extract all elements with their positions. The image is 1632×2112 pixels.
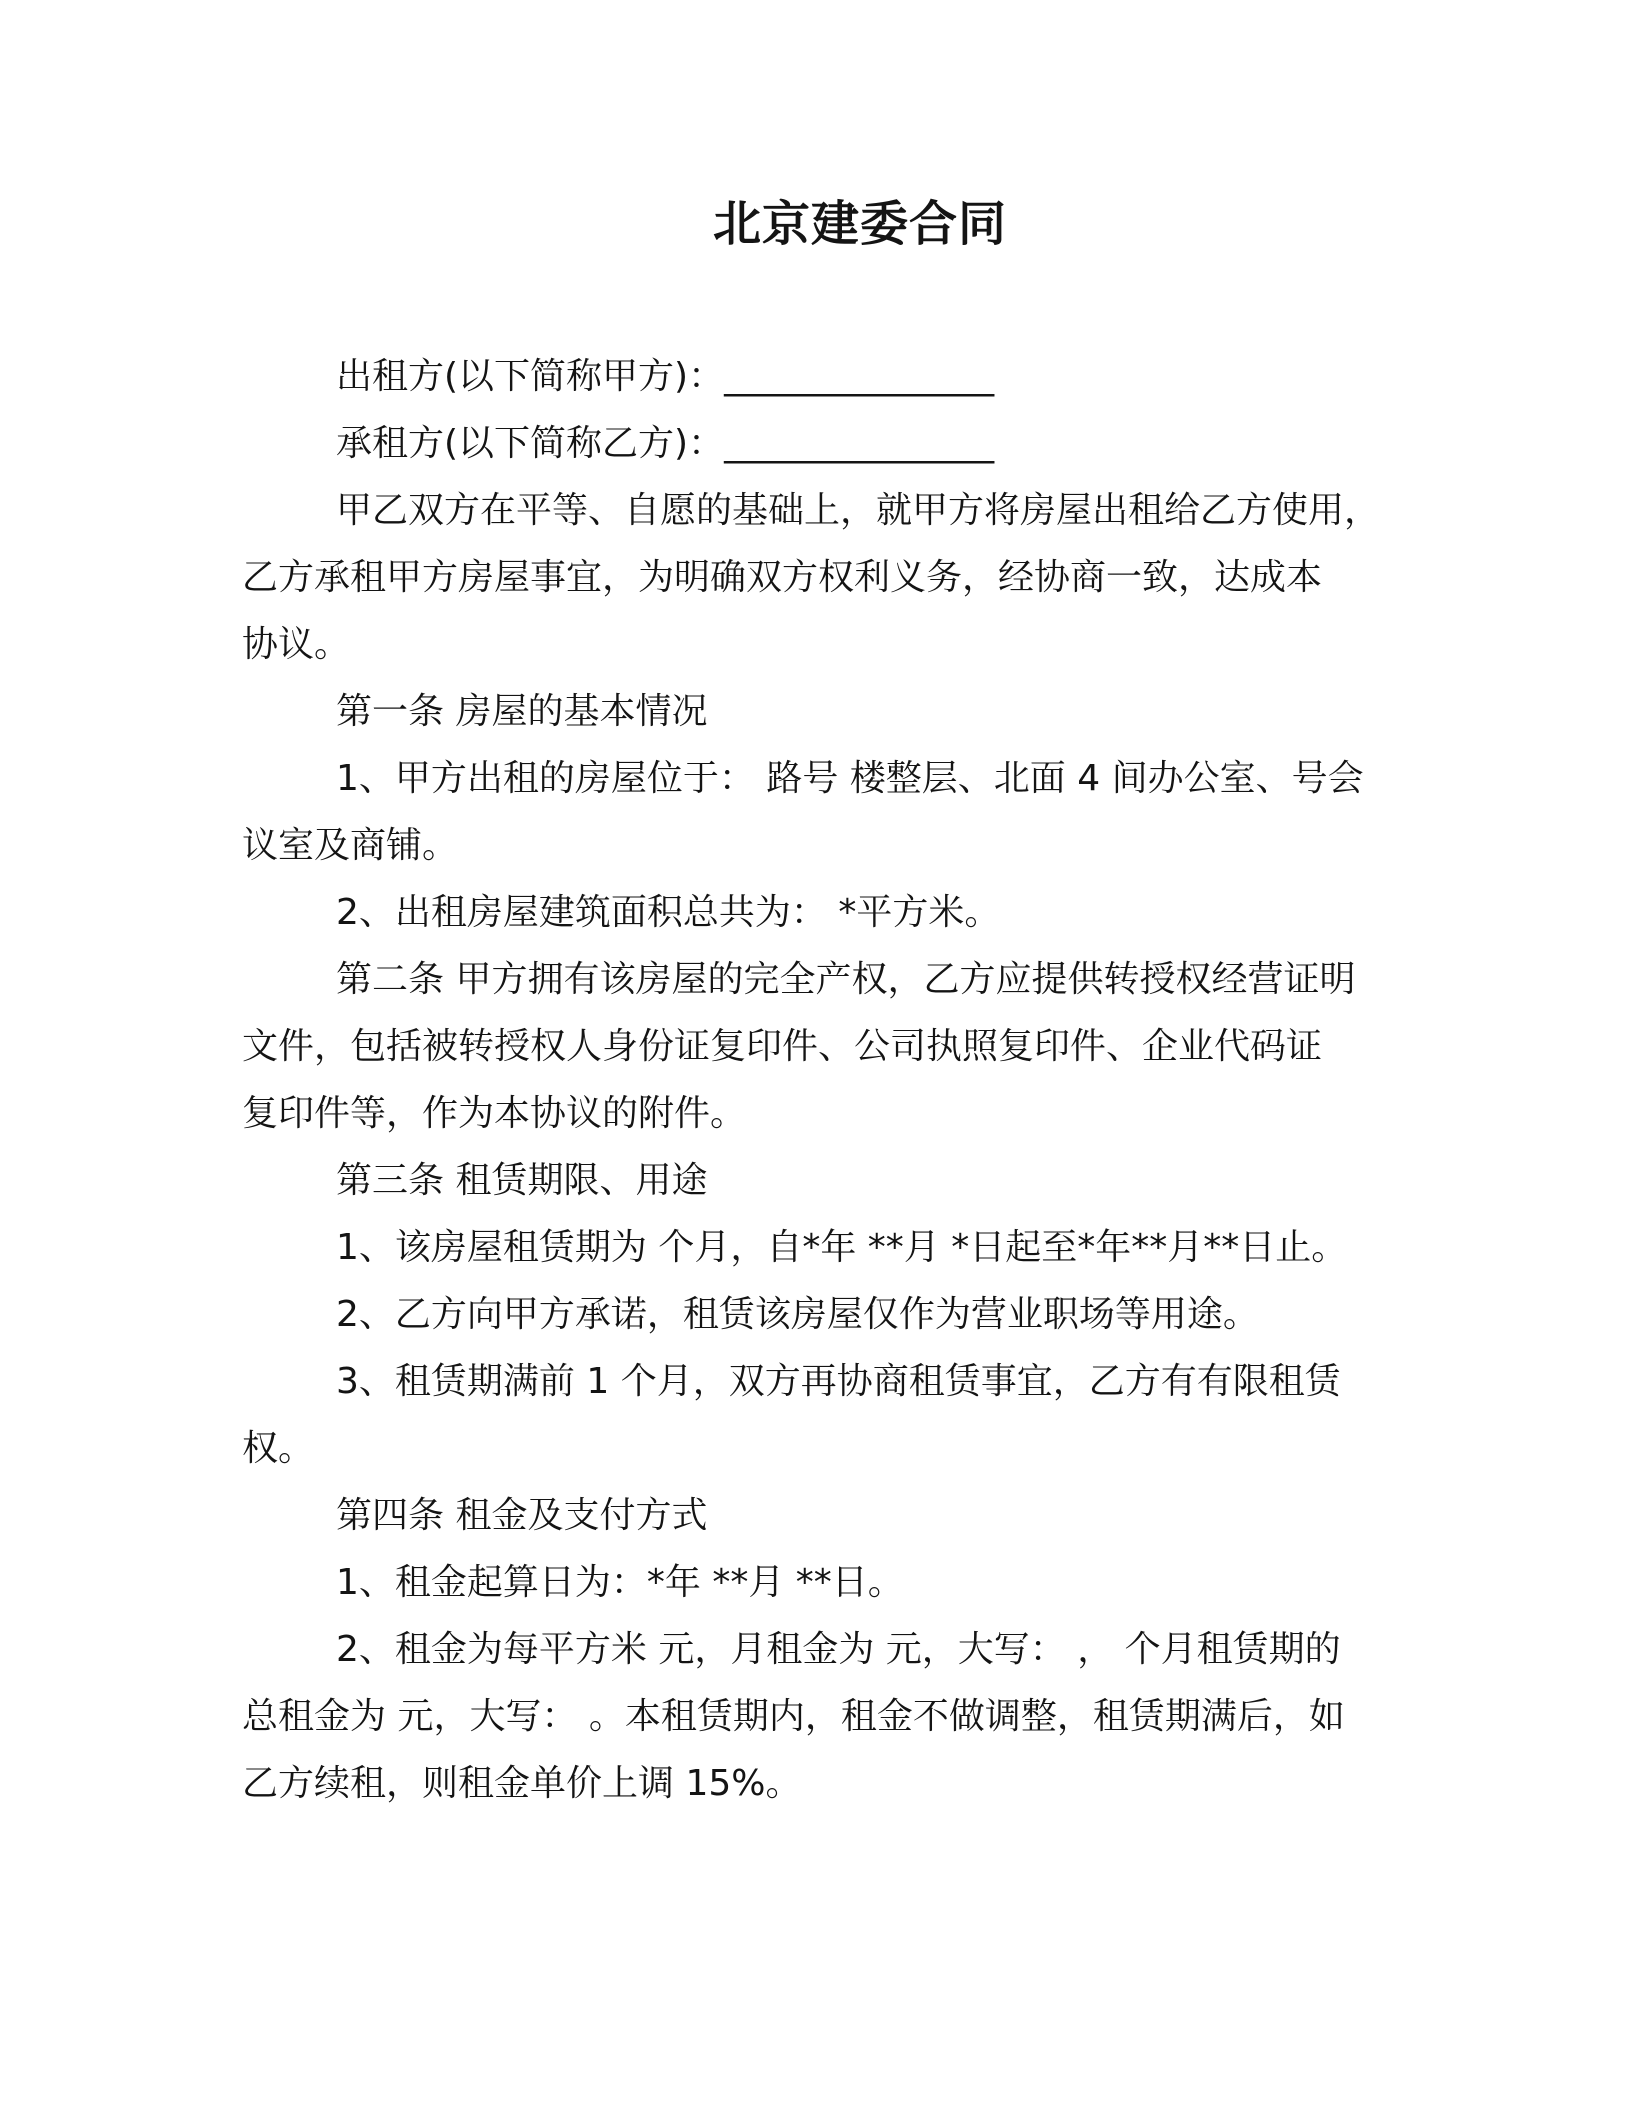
clause-line: 复印件等，作为本协议的附件。 [242,1093,747,1134]
preamble-line: 乙方承租甲方房屋事宜，为明确双方权利义务，经协商一致，达成本 [242,557,1323,598]
clause-line: 2、出租房屋建筑面积总共为： *平方米。 [336,892,1001,933]
article-heading: 第一条 房屋的基本情况 [336,691,708,732]
clause-line: 议室及商铺。 [242,825,459,866]
clause-line: 1、甲方出租的房屋位于： 路号 楼整层、北面 4 间办公室、号会 [336,758,1364,799]
lessor-line: 出租方(以下简称甲方)：_______________ [336,356,995,397]
clause-line: 3、租赁期满前 1 个月，双方再协商租赁事宜，乙方有有限租赁 [336,1361,1341,1402]
lessee-line: 承租方(以下简称乙方)：_______________ [336,423,995,464]
clause-line: 1、租金起算日为：*年 **月 **日。 [336,1562,904,1603]
article-heading: 第二条 甲方拥有该房屋的完全产权，乙方应提供转授权经营证明 [336,959,1356,1000]
clause-line: 1、该房屋租赁期为 个月，自*年 **月 *日起至*年**月**日止。 [336,1227,1348,1268]
clause-line: 权。 [242,1428,315,1469]
clause-line: 总租金为 元，大写： 。本租赁期内，租金不做调整，租赁期满后，如 [242,1696,1345,1737]
preamble-line: 甲乙双方在平等、自愿的基础上，就甲方将房屋出租给乙方使用， [336,490,1381,531]
document-body [242,343,1390,1817]
clause-line: 乙方续租，则租金单价上调 15%。 [242,1763,802,1804]
clause-line: 文件，包括被转授权人身份证复印件、公司执照复印件、企业代码证 [242,1026,1323,1067]
clause-line: 2、租金为每平方米 元，月租金为 元，大写： ， 个月租赁期的 [336,1629,1341,1670]
article-heading: 第三条 租赁期限、用途 [336,1160,708,1201]
document-title: 北京建委合同 [712,196,1007,252]
clause-line: 2、乙方向甲方承诺，租赁该房屋仅作为营业职场等用途。 [336,1294,1259,1335]
article-heading: 第四条 租金及支付方式 [336,1495,708,1536]
preamble-line: 协议。 [242,624,351,665]
